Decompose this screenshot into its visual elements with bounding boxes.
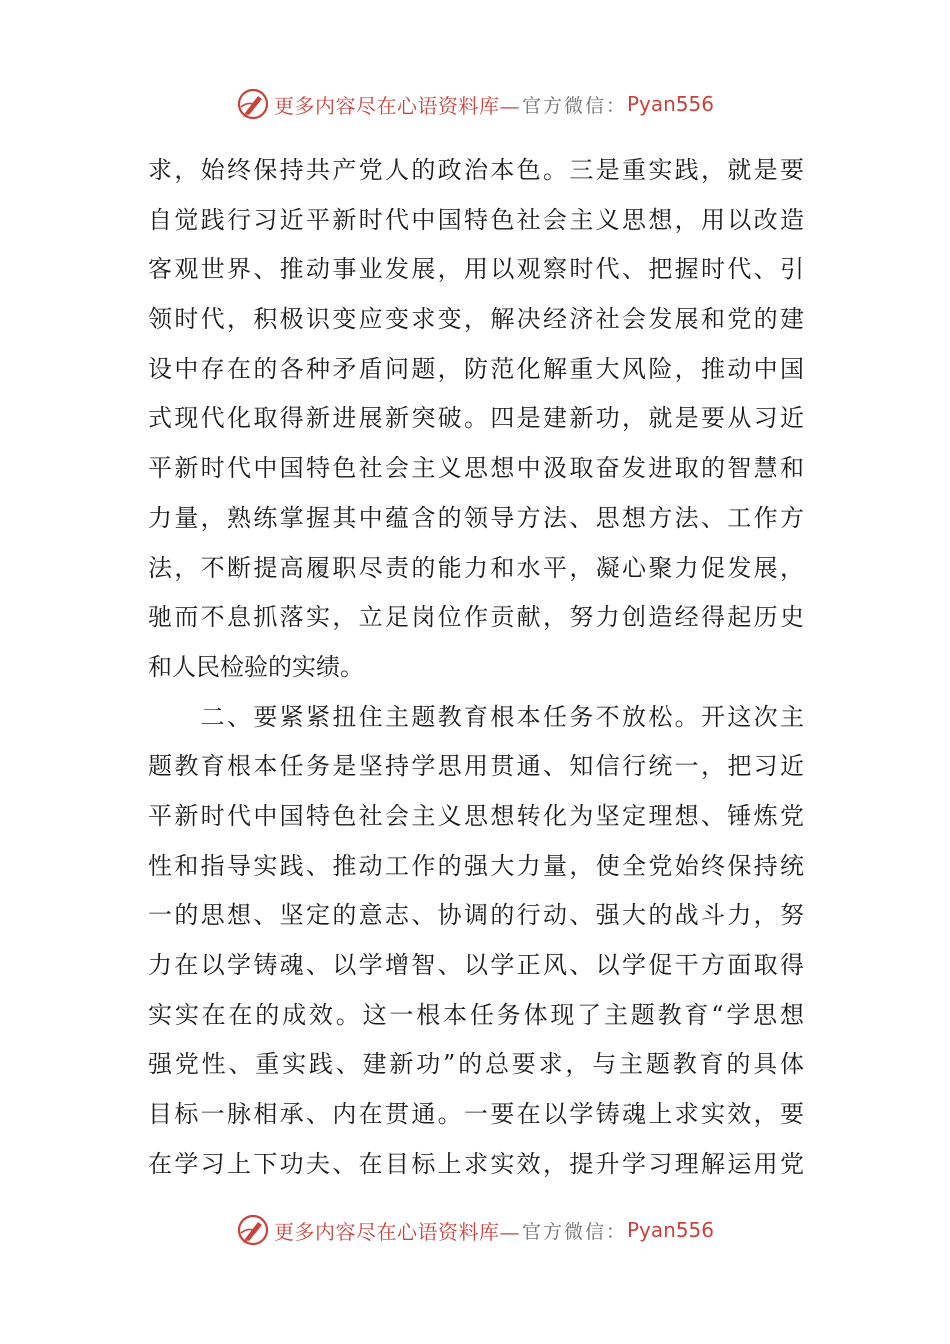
header-watermark-text: 更多内容尽在心语资料库— (273, 93, 520, 118)
text-line: 自觉践行习近平新时代中国特色社会主义思想，用以改造 (148, 205, 804, 234)
text-line: 在学习上下功夫、在目标上求实效，提升学习理解运用党 (148, 1149, 804, 1178)
footer-watermark-banner (0, 1210, 950, 1250)
text-line: 性和指导实践、推动工作的强大力量，使全党始终保持统 (148, 851, 804, 880)
paragraph-2 (148, 693, 804, 1190)
text-line: 力量，熟练掌握其中蕴含的领导方法、思想方法、工作方 (148, 503, 804, 532)
footer-wechat-label: 官方微信： (521, 1220, 627, 1243)
text-line: 实实在在的成效。这一根本任务体现了主题教育“学思想 (148, 1000, 804, 1029)
text-line: 一的思想、坚定的意志、协调的行动、强大的战斗力，努 (148, 901, 804, 930)
text-line: 求，始终保持共产党人的政治本色。三是重实践，就是要 (148, 156, 804, 184)
text-line: 客观世界、推动事业发展，用以观察时代、把握时代、引 (148, 255, 804, 284)
text-line: 式现代化取得新进展新突破。四是建新功，就是要从习近 (148, 404, 804, 433)
text-line: 强党性、重实践、建新功”的总要求，与主题教育的具体 (148, 1050, 804, 1079)
text-line: 平新时代中国特色社会主义思想中汲取奋发进取的智慧和 (148, 454, 804, 483)
text-line: 设中存在的各种矛盾问题，防范化解重大风险，推动中国 (148, 354, 804, 383)
text-line: 二、要紧紧扭住主题教育根本任务不放松。开这次主 (148, 702, 804, 731)
paragraph-1 (148, 146, 804, 693)
text-line: 法，不断提高履职尽责的能力和水平，凝心聚力促发展， (148, 553, 804, 582)
text-line: 目标一脉相承、内在贯通。一要在以学铸魂上求实效，要 (148, 1100, 804, 1129)
text-line: 平新时代中国特色社会主义思想转化为坚定理想、锤炼党 (148, 801, 804, 830)
text-line: 题教育根本任务是坚持学思用贯通、知信行统一，把习近 (148, 752, 804, 781)
text-line: 驰而不息抓落实，立足岗位作贡献，努力创造经得起历史 (148, 603, 804, 632)
header-wechat-id: Pyan556 (627, 92, 715, 116)
document-body (148, 146, 804, 1189)
text-line: 领时代，积极识变应变求变，解决经济社会发展和党的建 (148, 305, 804, 334)
footer-watermark-text: 更多内容尽在心语资料库— (273, 1219, 520, 1244)
pen-logo-icon (236, 1213, 270, 1247)
text-line: 和人民检验的实绩。 (148, 652, 364, 681)
header-wechat-label: 官方微信： (521, 94, 627, 117)
header-watermark-banner (0, 84, 950, 124)
footer-wechat-id: Pyan556 (627, 1218, 715, 1242)
text-line: 力在以学铸魂、以学增智、以学正风、以学促干方面取得 (148, 951, 804, 979)
pen-logo-icon (236, 87, 270, 121)
